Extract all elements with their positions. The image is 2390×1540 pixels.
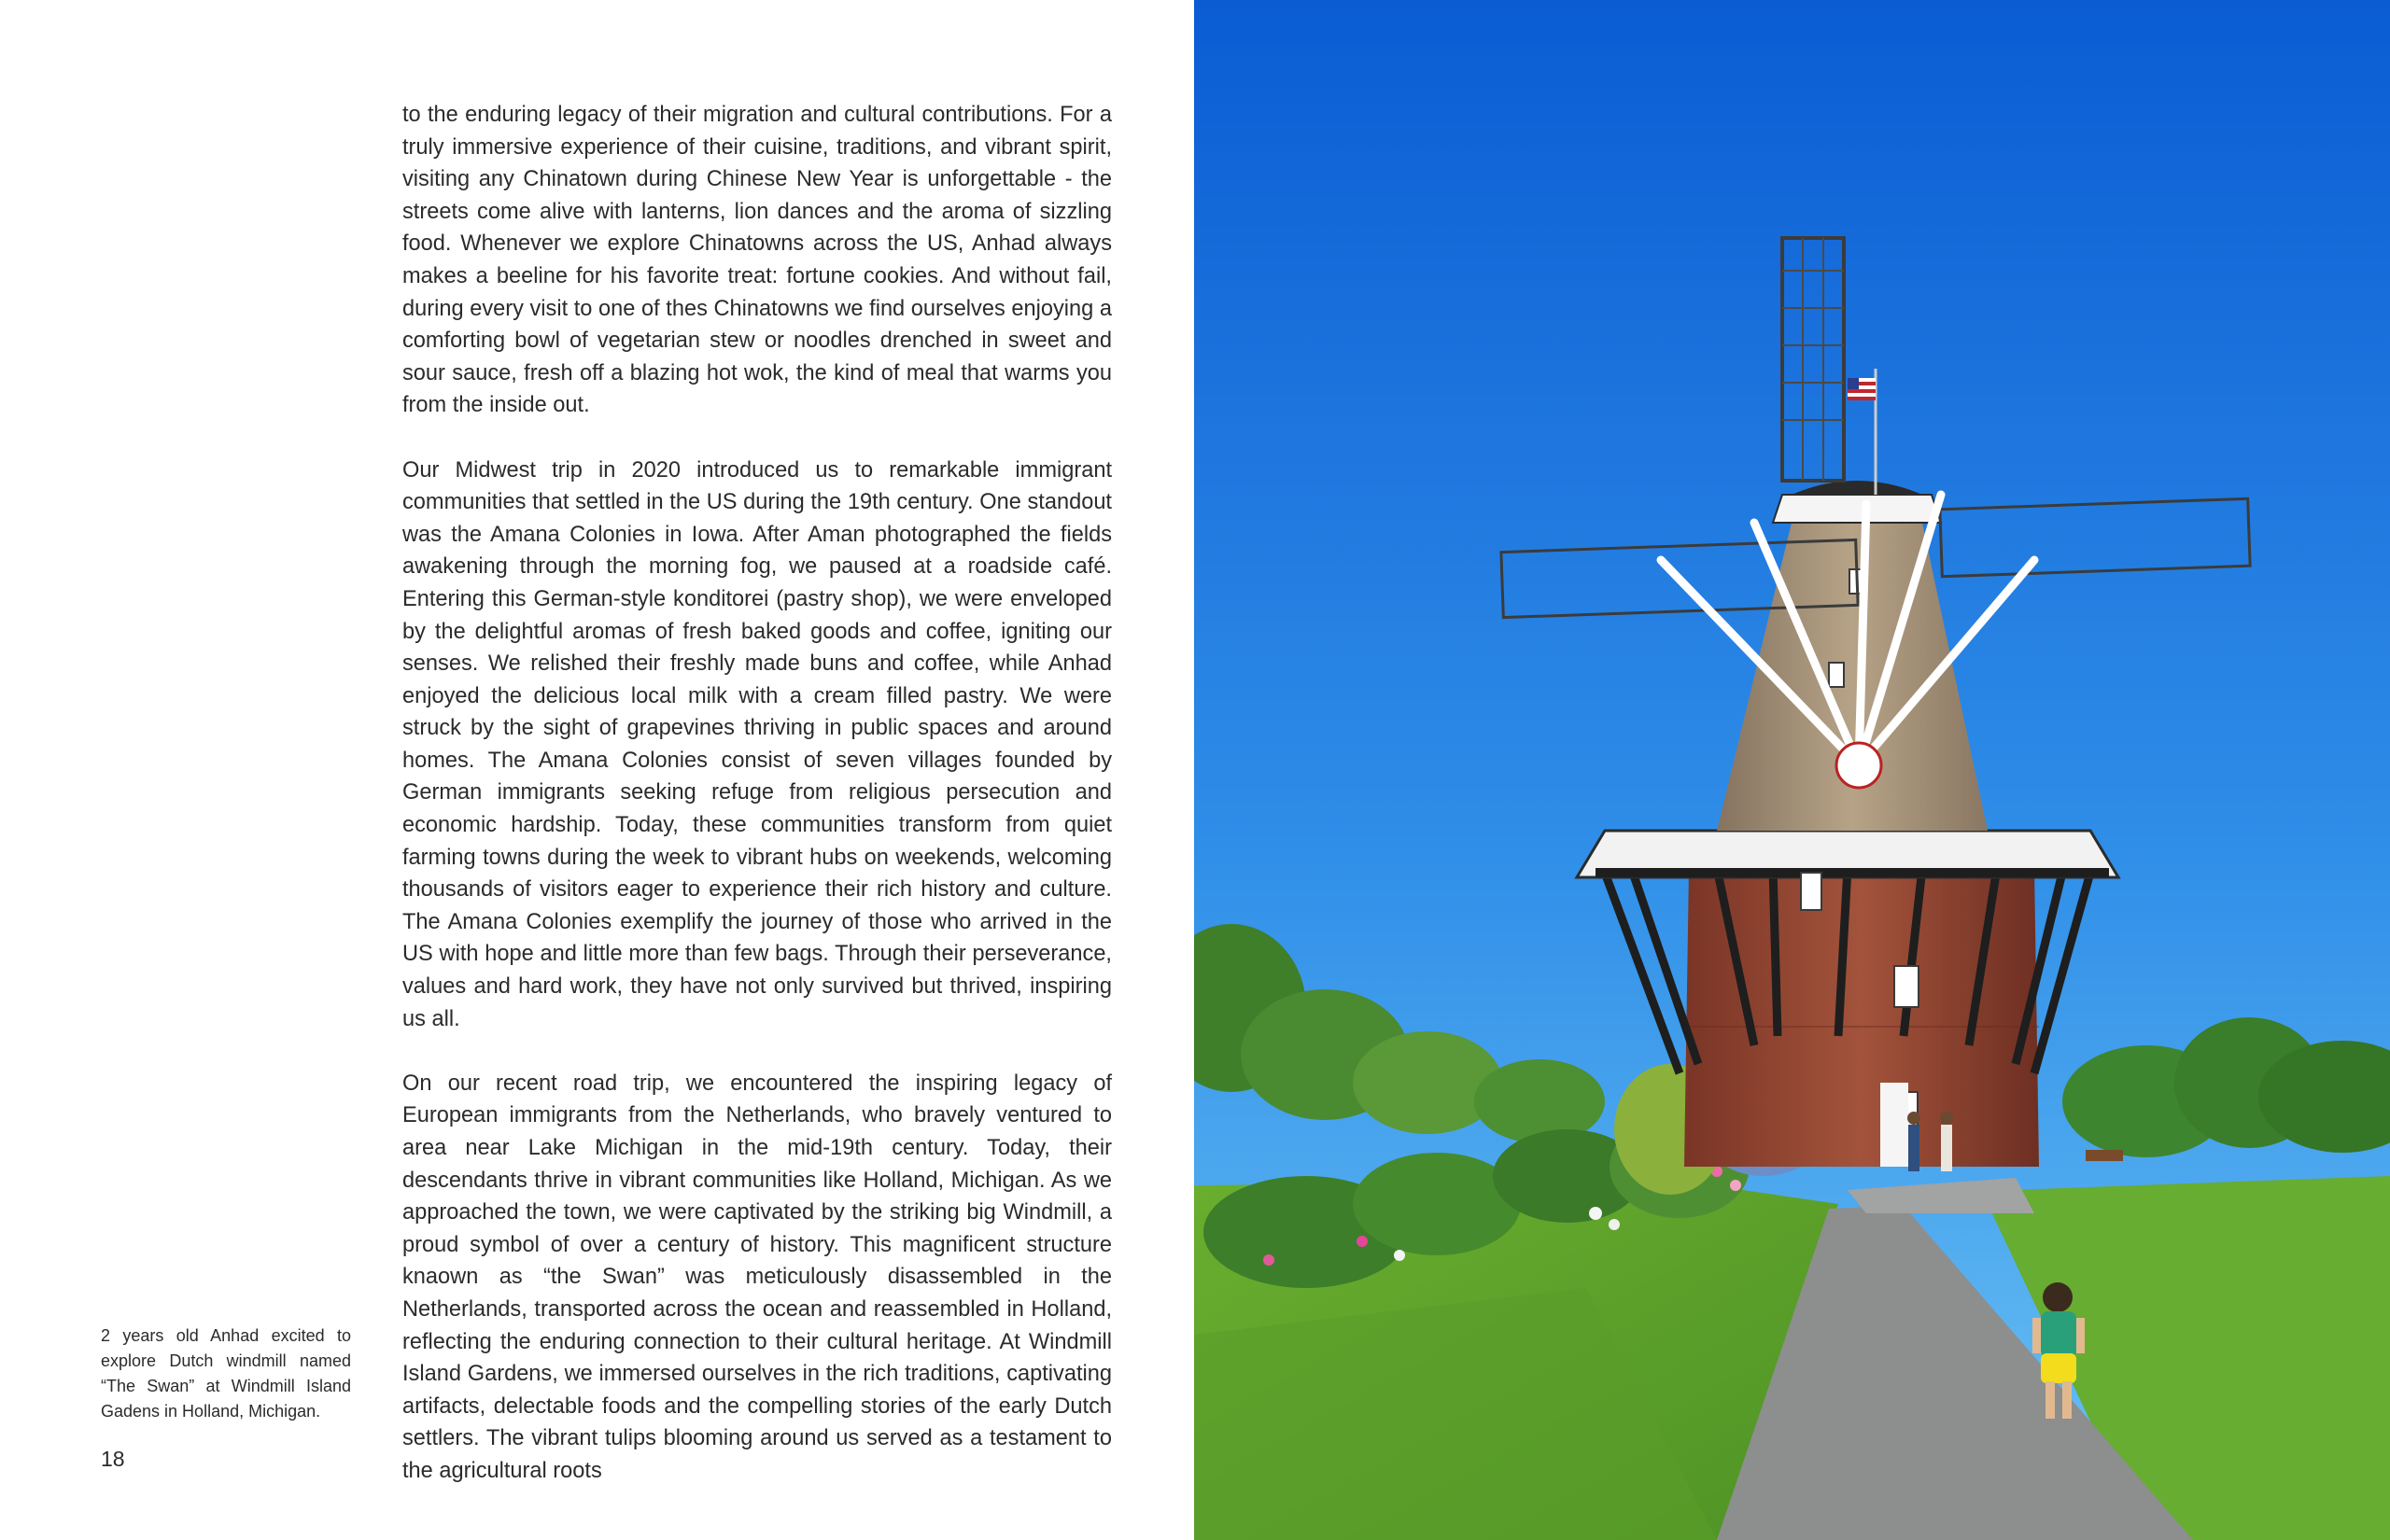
paragraph-3: On our recent road trip, we encountered the inspiring legacy of European immigrants from the Netherlands, who bravely ventured to area near Lake Michigan in the mid-19th century. Today, their descendants thrive in vibrant communities like Holland, Michigan. As we approached the town, we were captivated by the striking big Windmill, a proud symbol of over a century of history. This magnificent structure knaown as “the Swan” was meticulously disassembled in the Netherlands, transported across the ocean and reassembled in Holland, reflecting the enduring connection to their cultural heritage. At Windmill Island Gardens, we immersed ourselves in the rich traditions, captivating artifacts, delectable foods and the compelling stories of the early Dutch settlers. The vibrant tulips blooming around us served as a testament to the agricultural roots: [402, 1071, 1112, 1483]
paragraph-2: Our Midwest trip in 2020 introduced us to remarkable immigrant communities that settled in the US during the 19th century. One standout was the Amana Colonies in Iowa. After Aman photographed the fields awakening through the morning fog, we paused at a roadside café. Entering this German-style konditorei (pastry shop), we were enveloped by the delightful aromas of fresh baked goods and coffee, igniting our senses. We relished their freshly made buns and coffee, while Anhad enjoyed the delicious local milk with a cream filled pastry. We were struck by the sight of grapevines thriving in public spaces and around homes. The Amana Colonies consist of seven villages founded by German immigrants seeking refuge from religious persecution and economic hardship. Today, these communities transform from quiet farming towns during the week to vibrant hubs on weekends, welcoming thousands of visitors eager to experience their rich history and culture. The Amana Colonies exemplify the journey of those who arrived in the US with hope and little more than few bags. Through their perseverance, values and hard work, they have not only survived but thrived, inspiring us all.: [402, 457, 1112, 1031]
photo-caption: 2 years old Anhad excited to explore Dutch windmill named “The Swan” at Windmill Island Gadens in Holland, Michigan.: [101, 1326, 351, 1421]
page-number: 18: [101, 1447, 125, 1471]
body-text: [402, 99, 1112, 1519]
park-bench: [2086, 1150, 2123, 1161]
paragraph-1: to the enduring legacy of their migration and cultural contributions. For a truly immersive experience of their cuisine, traditions, and vibrant spirit, visiting any Chinatown during Chinese New Year is unforgettable - the streets come alive with lanterns, lion dances and the aroma of sizzling food. Whenever we explore Chinatowns across the US, Anhad always makes a beeline for his favorite treat: fortune cookies. And without fail, during every visit to one of thes Chinatowns we find ourselves enjoying a comforting bowl of vegetarian stew or noodles drenched in sweet and sour sauce, fresh off a blazing hot wok, the kind of meal that warms you from the inside out.: [402, 103, 1112, 418]
text-page: [0, 0, 1194, 1540]
windmill-photo: [1194, 0, 2390, 1540]
windmill-door: [1880, 1083, 1908, 1167]
